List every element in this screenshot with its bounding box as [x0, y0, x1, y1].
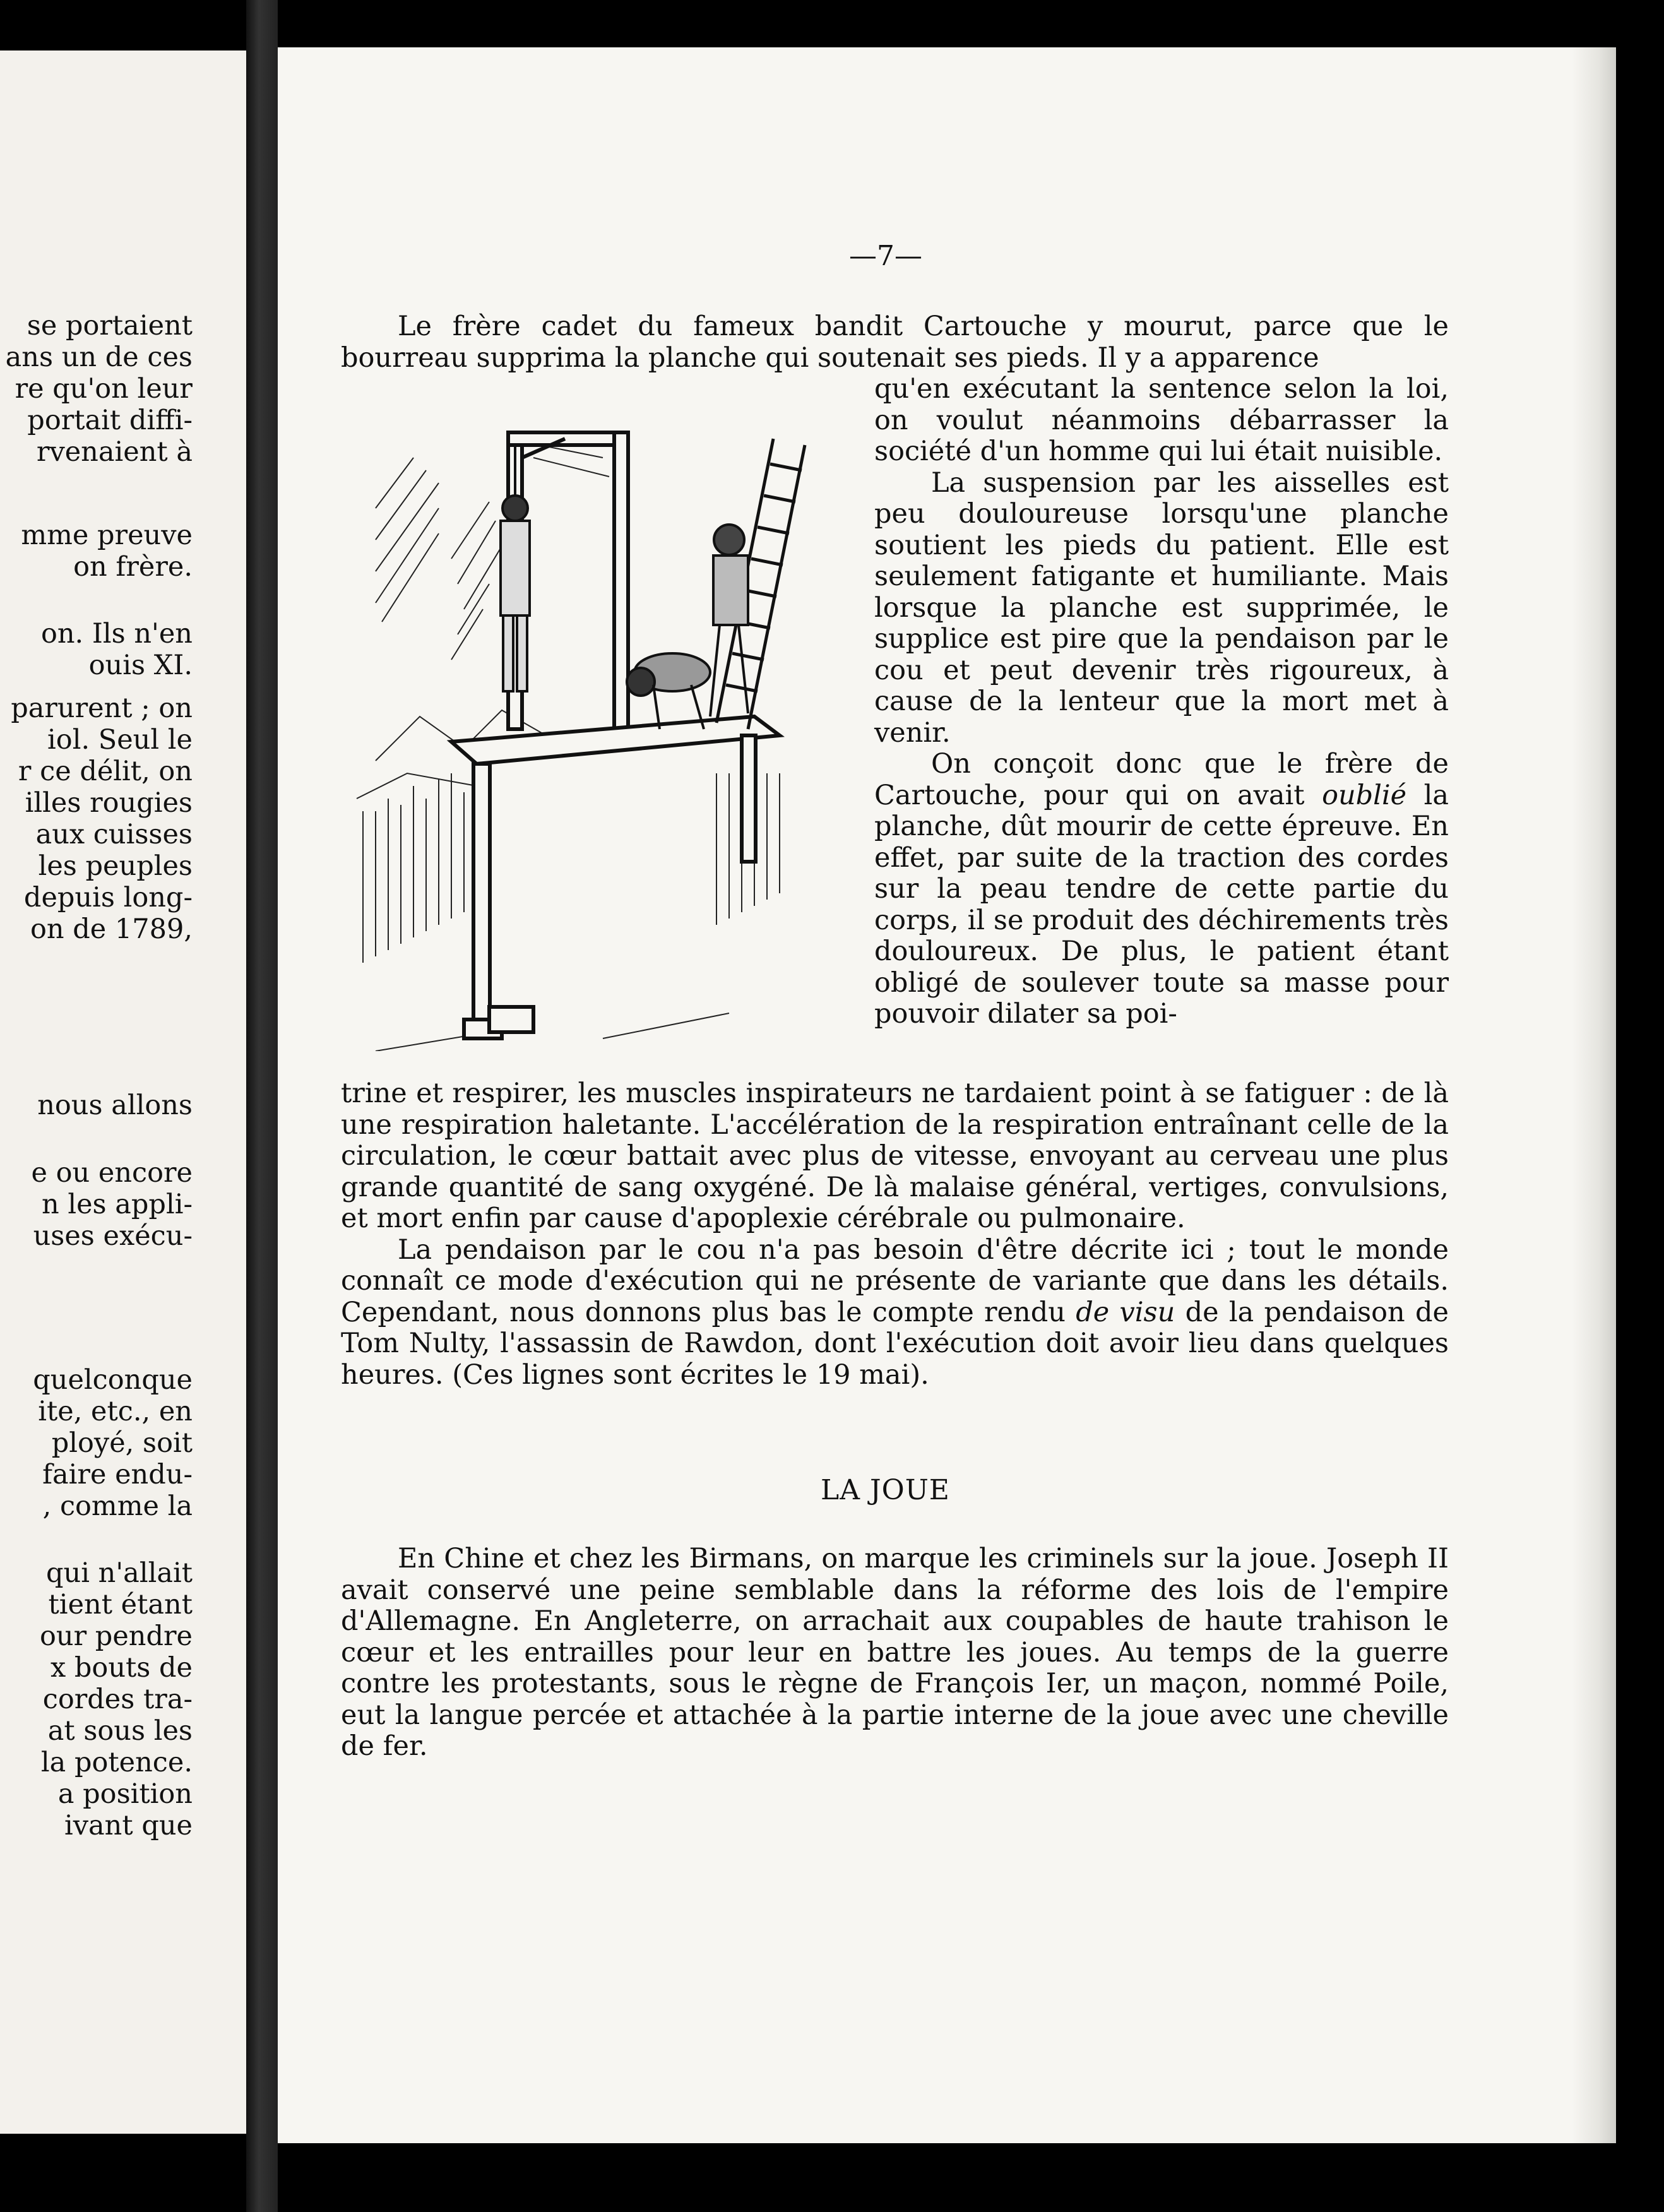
left-page-line: at sous les [47, 1715, 193, 1747]
left-page-line: mme preuve [21, 520, 193, 551]
left-page-line: portait diffi- [27, 405, 193, 436]
left-page-line: ite, etc., en [38, 1396, 193, 1427]
gallows-illustration [338, 420, 862, 1051]
left-page-line: les peuples [38, 850, 193, 882]
pendaison-paragraph [341, 1235, 1449, 1391]
wrap-paragraph-2: La suspension par les aisselles est peu douloureuse lorsqu'une planche soutient les pieds du patient. Elle est seulement fatigante et humiliante. Mais lorsque la planche est supprimée, le supplice est pire que la pendaison par le cou et peut devenir très rigoureux, à cause de la lenteur que la mort met à venir. [874, 467, 1449, 749]
left-page-line: on. Ils n'en [40, 618, 193, 650]
left-page-line: rvenaient à [36, 436, 193, 468]
continuation-paragraph: trine et respirer, les muscles inspirateurs ne tardaient point à se fatiguer : de là une respiration haletante. L'accélération de la respiration entraînant celle de la circulation, le cœur battait avec plus de vitesse, envoyant au cerveau une plus grande quantité de sang oxygéné. De là malaise général, vertiges, convulsions, et mort enfin par cause d'apoplexie cérébrale ou pulmonaire. [341, 1078, 1449, 1234]
left-page-line: ouis XI. [88, 650, 193, 681]
left-page-line: , comme la [42, 1490, 193, 1522]
cartouche-paragraph [874, 749, 1449, 1030]
left-page-line: quelconque [33, 1364, 193, 1396]
left-page-line: on de 1789, [30, 913, 193, 945]
left-page-line: parurent ; on [11, 693, 193, 724]
left-page-line: on frère. [73, 551, 193, 583]
left-page-line: r ce délit, on [18, 756, 193, 787]
left-page-line: uses exécu- [33, 1220, 193, 1252]
left-page-line: a position [57, 1778, 193, 1810]
left-page-line: la potence. [40, 1747, 193, 1778]
left-page-line: iol. Seul le [47, 724, 193, 756]
pendaison-emphasis: de visu [1076, 1296, 1175, 1328]
intro-paragraph: Le frère cadet du fameux bandit Cartouche y mourut, parce que le bourreau supprima la planche qui soutenait ses pieds. Il y a apparence [341, 311, 1449, 374]
left-page-line: nous allons [37, 1090, 193, 1121]
left-page-line: depuis long- [23, 882, 193, 913]
left-page-line: ans un de ces [5, 342, 193, 373]
left-page-line: ployé, soit [51, 1427, 193, 1459]
left-page-line: ivant que [64, 1810, 193, 1841]
wrap-paragraph-1: qu'en exécutant la sentence selon la loi, on voulut néanmoins débarrasser la société d'un homme qui lui était nuisible. [874, 373, 1449, 467]
left-page-line: qui n'allait [46, 1557, 193, 1589]
gallows-illustration-drawing [338, 420, 862, 1051]
cartouche-text-b: la planche, dût mourir de cette épreuve. En effet, par suite de la traction des cordes sur la peau tendre de cette partie du corps, il se produit des déchirements très douloureux. De plus, le patient étant obligé de soulever toute sa masse pour pouvoir dilater sa poi- [874, 779, 1449, 1030]
cartouche-emphasis: oublié [1322, 779, 1407, 811]
left-page-line: our pendre [39, 1620, 193, 1652]
left-page-line: e ou encore [31, 1157, 193, 1189]
left-page-line: cordes tra- [42, 1684, 193, 1715]
left-page-line: aux cuisses [35, 819, 193, 850]
joue-text [341, 1543, 1449, 1763]
left-page-line: illes rougies [25, 787, 193, 819]
continuation-text [341, 1078, 1449, 1391]
left-page-line: faire endu- [42, 1459, 193, 1490]
pendaison-text-b: de la pendaison de Tom Nulty, l'assassin de Rawdon, dont l'exécution doit avoir lieu dans quelques heures. (Ces lignes sont écrites le 19 mai). [341, 1296, 1449, 1391]
pendaison-text-a: La pendaison par le cou n'a pas besoin d'être décrite ici ; tout le monde connaît ce mode d'exécution qui ne présente de variante que dans les détails. Cependant, nous donnons plus bas le compte rendu [341, 1234, 1449, 1328]
left-page-line: se portaient [27, 310, 193, 342]
page-edge [1572, 47, 1616, 2143]
page-number: —7— [849, 240, 922, 272]
intro-text [341, 311, 1449, 374]
left-page-line: n les appli- [41, 1189, 193, 1220]
book-gutter [246, 0, 278, 2212]
left-page-line: x bouts de [50, 1652, 193, 1684]
joue-paragraph: En Chine et chez les Birmans, on marque les criminels sur la joue. Joseph II avait conservé une peine semblable dans la réforme des lois de l'empire d'Allemagne. En Angleterre, on arrachait aux coupables de haute trahison le cœur et les entrailles pour leur en battre les joues. Au temps de la guerre contre les protestants, sous le règne de François Ier, un maçon, nommé Poile, eut la langue percée et attachée à la partie interne de la joue avec une cheville de fer. [341, 1543, 1449, 1762]
wrap-text-column [874, 374, 1449, 1030]
cartouche-text-a: On conçoit donc que le frère de Cartouche, pour qui on avait [874, 748, 1449, 811]
left-page-line: re qu'on leur [15, 373, 193, 405]
section-heading: LA JOUE [821, 1474, 950, 1506]
left-page-line: tient étant [48, 1589, 193, 1620]
